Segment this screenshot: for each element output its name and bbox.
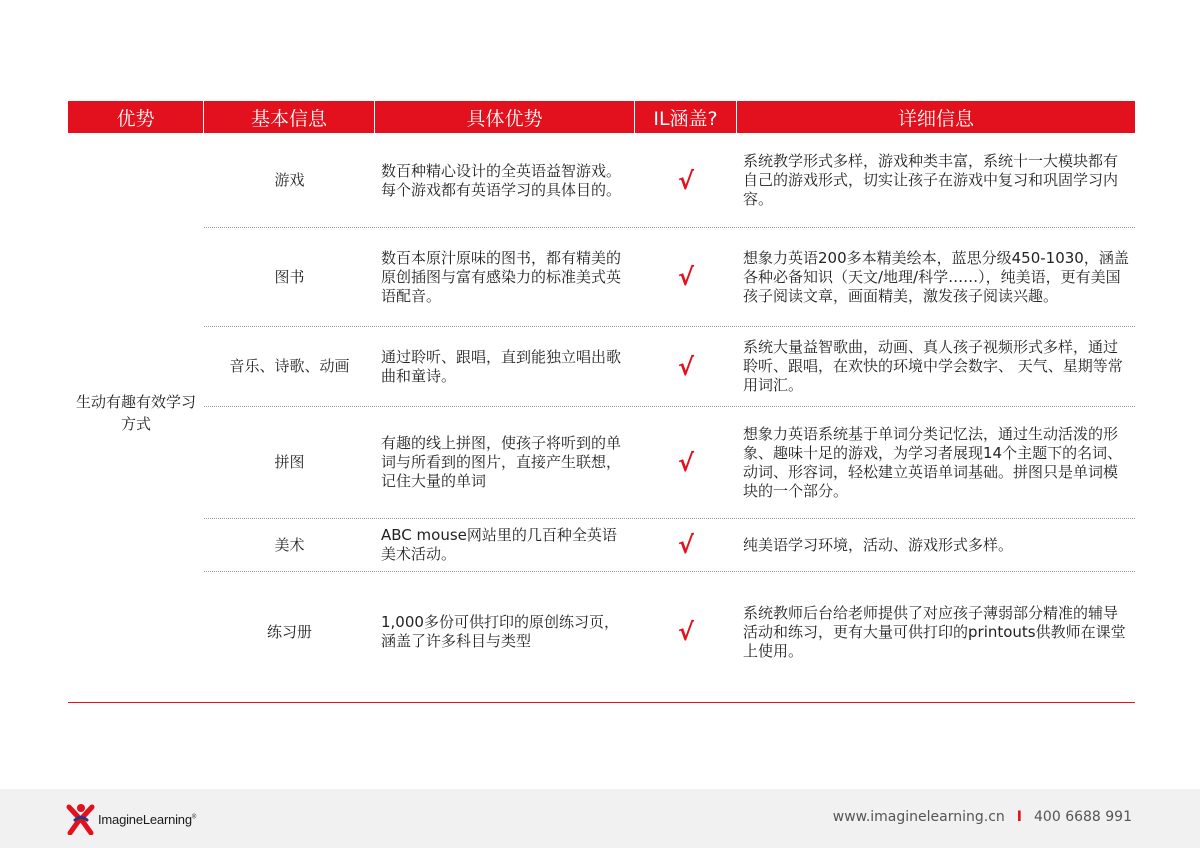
check-mark-icon: √ [677,166,694,195]
specific-advantage-cell: 数百本原汁原味的图书，都有精美的原创插图与富有感染力的标准美式英语配音。 [381,248,622,305]
table-bottom-divider [68,702,1135,703]
table-header [68,101,1135,133]
header-basic-info: 基本信息 [204,101,375,133]
contact-info [833,809,1132,825]
logo-wordmark [98,812,196,827]
table-body [68,134,1135,692]
specific-advantage-cell: 有趣的线上拼图，使孩子将听到的单词与所看到的图片，直接产生联想，记住大量的单词 [381,434,622,490]
table-row [204,327,1135,407]
il-coverage-cell [635,228,737,326]
detail-info-cell: 纯美语学习环境，活动、游戏形式多样。 [743,535,1014,554]
basic-info-cell: 练习册 [266,622,312,641]
basic-info-cell: 拼图 [274,453,305,471]
table-row [204,134,1135,228]
specific-advantage-cell: 通过聆听、跟唱，直到能独立唱出歌曲和童诗。 [381,347,622,385]
check-mark-icon: √ [677,618,694,646]
check-mark-icon: √ [677,352,694,381]
header-detail-info: 详细信息 [737,101,1135,133]
table-row [204,407,1135,519]
imagine-learning-logo-icon [66,803,96,835]
table-row [204,519,1135,572]
il-coverage-cell [635,327,737,406]
table-row [204,228,1135,327]
advantage-cell: 生动有趣有效学习方式 [75,393,196,433]
detail-info-cell: 想象力英语200多本精美绘本，蓝思分级450-1030，涵盖各种必备知识（天文/地理/科学……），纯美语，更有美国孩子阅读文章，画面精美，激发孩子阅读兴趣。 [743,248,1129,305]
check-mark-icon: √ [677,263,694,291]
check-mark-icon: √ [677,531,694,559]
detail-info-cell: 想象力英语系统基于单词分类记忆法，通过生动活泼的形象、趣味十足的游戏，为学习者展现14个主题下的名词、动词、形容词，轻松建立英语单词基础。拼图只是单词模块的一个部分。 [743,424,1123,500]
il-coverage-cell [635,572,737,692]
logo-trademark: ® [191,814,197,821]
specific-advantage-cell: ABC mouse网站里的几百种全英语美术活动。 [381,526,617,563]
footer [0,789,1200,848]
il-coverage-cell [635,407,737,518]
basic-info-cell: 音乐、诗歌、动画 [229,357,350,375]
check-mark-icon: √ [677,448,694,477]
contact-separator: I [1016,809,1023,825]
detail-info-cell: 系统教师后台给老师提供了对应孩子薄弱部分精准的辅导活动和练习，更有大量可供打印的printouts供教师在课堂上使用。 [743,603,1126,660]
il-coverage-cell [635,519,737,571]
logo-wordmark-text: ImagineLearning [98,811,192,827]
table-row [204,572,1135,692]
basic-info-cell: 游戏 [274,171,305,189]
basic-info-cell: 图书 [274,267,305,286]
brand-logo [66,803,196,835]
detail-info-cell: 系统大量益智歌曲，动画、真人孩子视频形式多样，通过聆听、跟唱，在欢快的环境中学会数字、 天气、星期等常用词汇。 [743,338,1123,394]
detail-info-cell: 系统教学形式多样，游戏种类丰富，系统十一大模块都有自己的游戏形式，切实让孩子在游戏中复习和巩固学习内容。 [743,152,1119,208]
il-coverage-cell [635,134,737,227]
website-link[interactable]: www.imaginelearning.cn [832,809,1005,825]
specific-advantage-cell: 1,000多份可供打印的原创练习页，涵盖了许多科目与类型 [381,613,619,650]
specific-advantage-cell: 数百种精心设计的全英语益智游戏。每个游戏都有英语学习的具体目的。 [381,161,622,199]
basic-info-cell: 美术 [274,535,305,554]
header-advantage: 优势 [68,101,204,133]
phone-number: 400 6688 991 [1034,809,1132,825]
header-specific-advantage: 具体优势 [375,101,635,133]
header-il-coverage: IL涵盖? [635,101,737,133]
